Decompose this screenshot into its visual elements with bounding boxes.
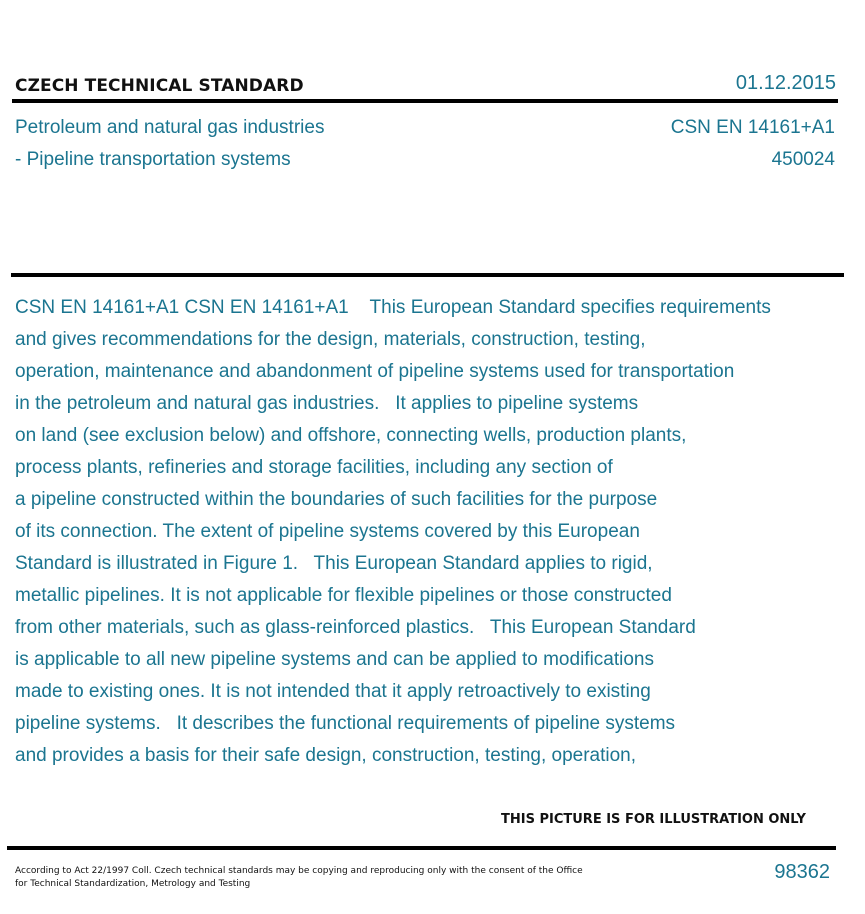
abstract-line: from other materials, such as glass-reinforced plastics. This European Standard: [15, 617, 696, 638]
section-divider: [11, 273, 844, 277]
abstract-line: process plants, refineries and storage facilities, including any section of: [15, 457, 613, 478]
abstract-line: metallic pipelines. It is not applicable for flexible pipelines or those constructed: [15, 585, 672, 606]
legal-notice: [15, 865, 615, 891]
document-type-heading: CZECH TECHNICAL STANDARD: [15, 76, 304, 96]
legal-notice-line-1: According to Act 22/1997 Coll. Czech technical standards may be copying and reproducing only with the consent of the Office: [15, 866, 583, 876]
abstract-line: pipeline systems. It describes the functional requirements of pipeline systems: [15, 713, 676, 734]
abstract-line: on land (see exclusion below) and offshore, connecting wells, production plants,: [15, 425, 687, 446]
footer-divider: [7, 846, 836, 850]
standard-title-line-2: - Pipeline transportation systems: [15, 149, 291, 170]
abstract-line: in the petroleum and natural gas industries. It applies to pipeline systems: [15, 393, 639, 414]
standard-title-line-1: Petroleum and natural gas industries: [15, 117, 325, 138]
abstract-line: made to existing ones. It is not intended that it apply retroactively to existing: [15, 681, 651, 702]
abstract-line: and provides a basis for their safe design, construction, testing, operation,: [15, 745, 637, 766]
standard-code: CSN EN 14161+A1: [670, 117, 835, 138]
publication-date: 01.12.2015: [735, 72, 836, 94]
legal-notice-line-2: for Technical Standardization, Metrology and Testing: [15, 879, 251, 889]
classification-number: 450024: [771, 149, 835, 170]
illustration-disclaimer: THIS PICTURE IS FOR ILLUSTRATION ONLY: [501, 812, 806, 827]
abstract-line: CSN EN 14161+A1 CSN EN 14161+A1 This European Standard specifies requirements: [15, 297, 771, 318]
abstract-line: Standard is illustrated in Figure 1. This European Standard applies to rigid,: [15, 553, 653, 574]
header-divider: [12, 99, 838, 103]
abstract-line: and gives recommendations for the design, materials, construction, testing,: [15, 329, 646, 350]
abstract-line: is applicable to all new pipeline systems and can be applied to modifications: [15, 649, 654, 670]
abstract-text: [15, 292, 865, 772]
abstract-line: of its connection. The extent of pipeline systems covered by this European: [15, 521, 640, 542]
document-number: 98362: [774, 861, 830, 883]
abstract-line: a pipeline constructed within the boundaries of such facilities for the purpose: [15, 489, 658, 510]
abstract-line: operation, maintenance and abandonment of pipeline systems used for transportation: [15, 361, 735, 382]
